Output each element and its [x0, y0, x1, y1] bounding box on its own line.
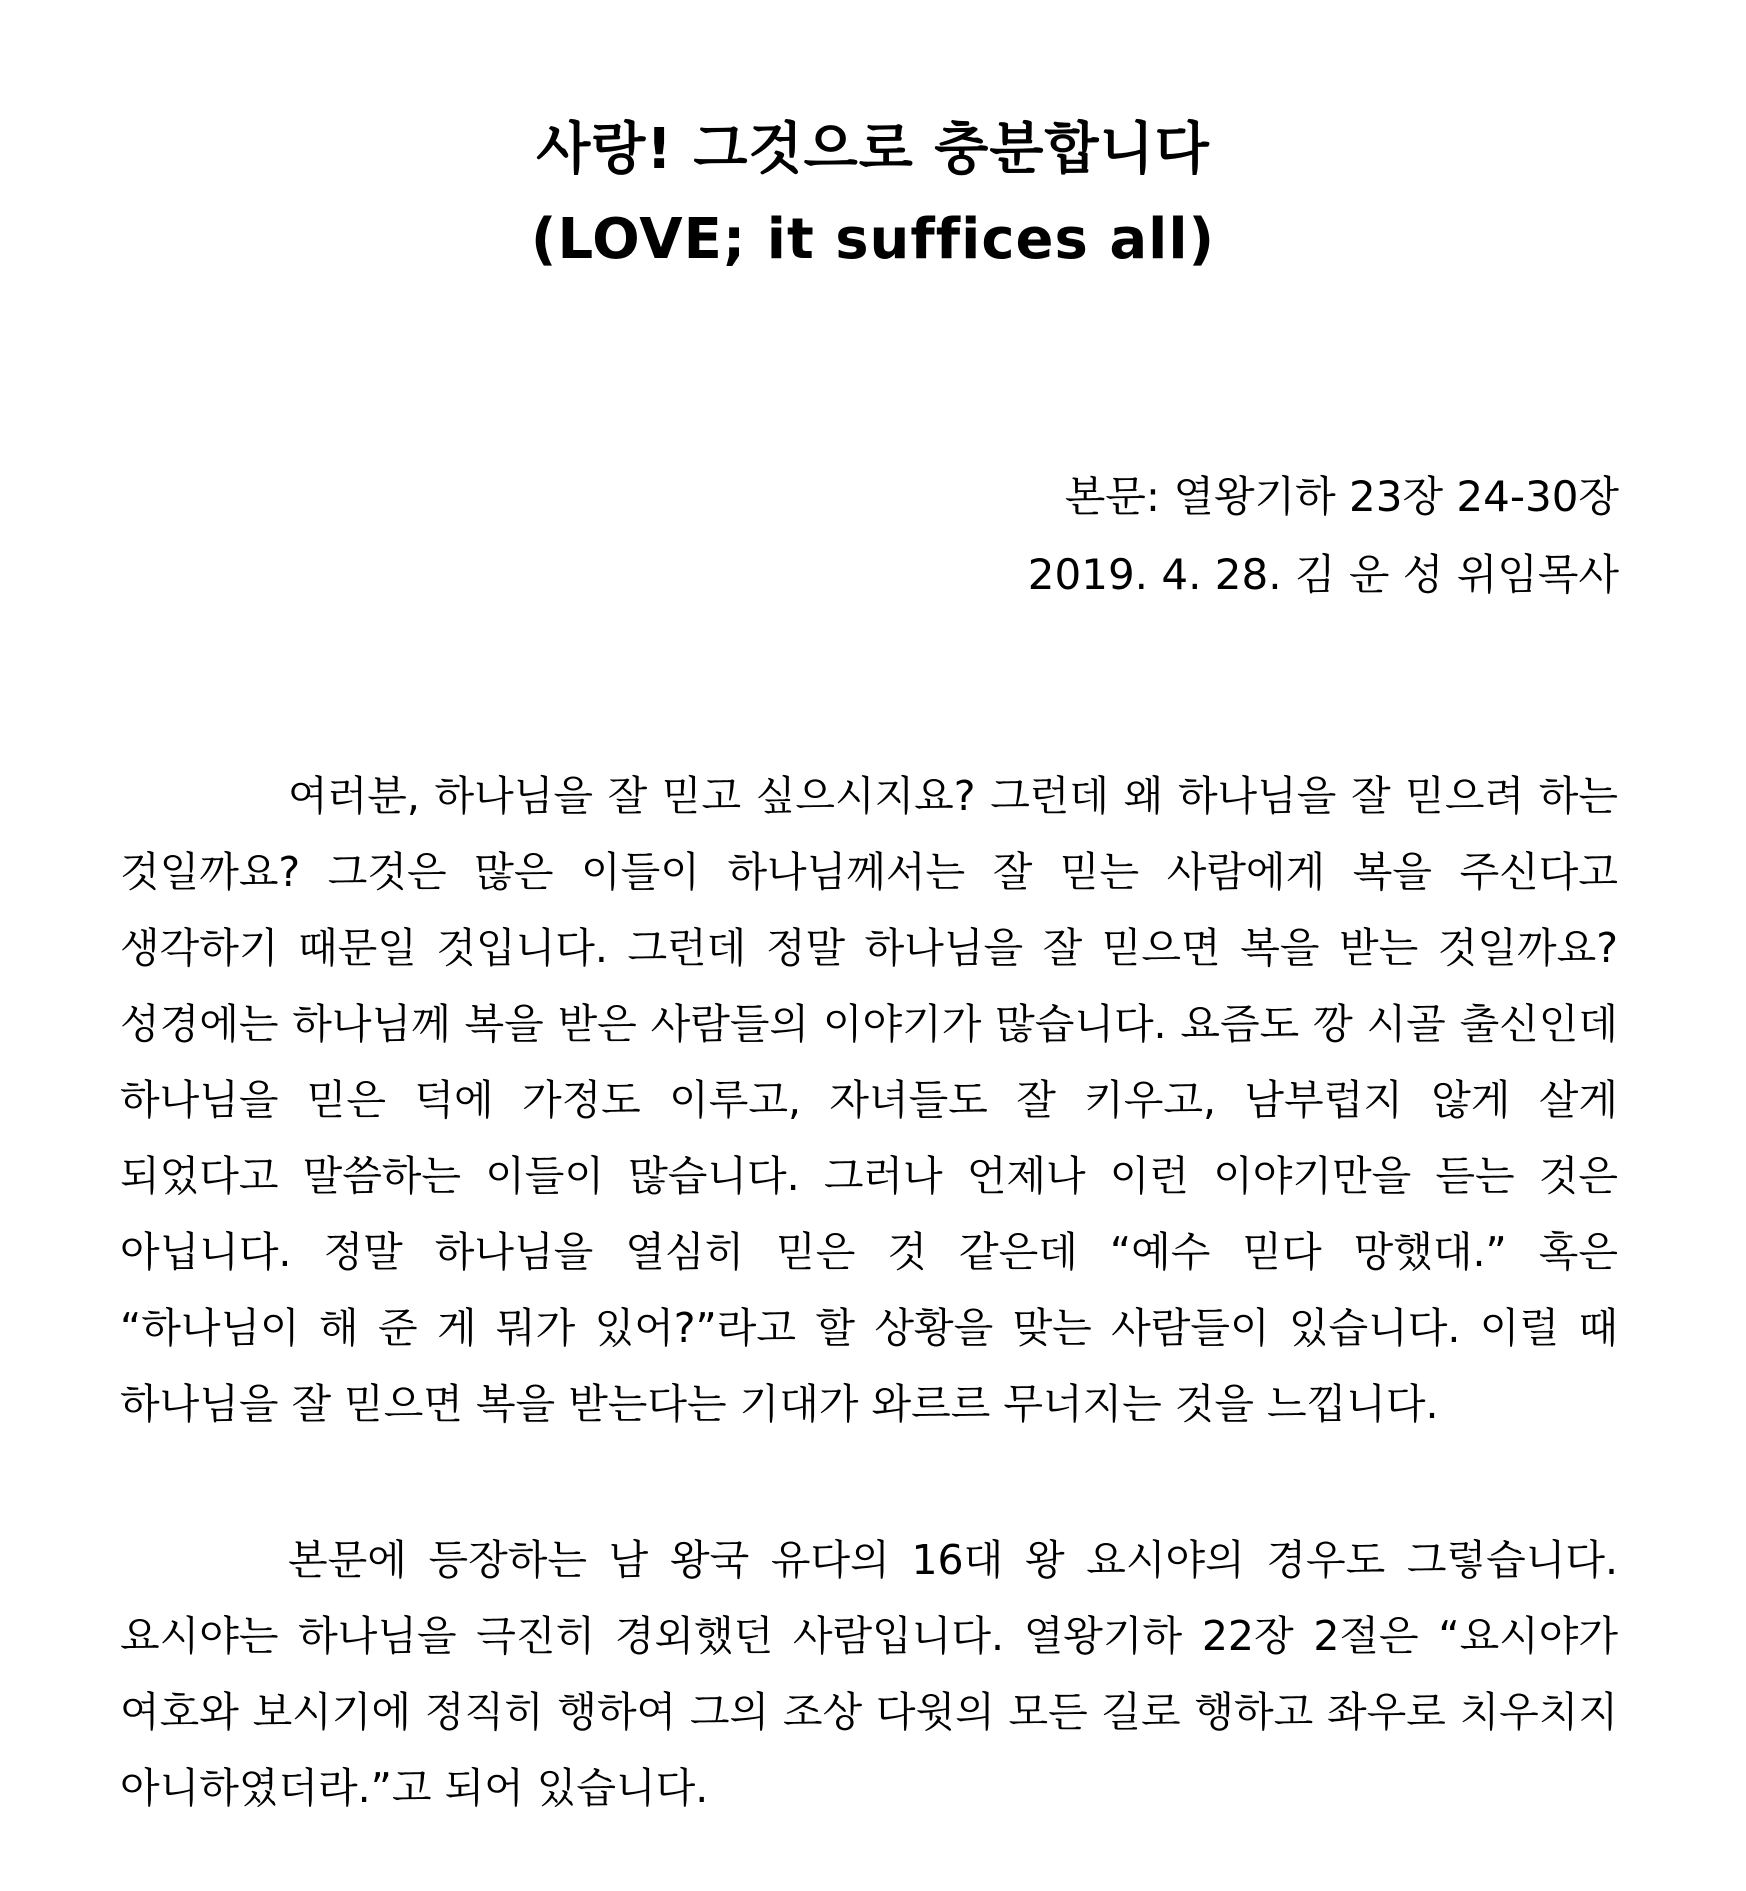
sermon-subtitle: (LOVE; it suffices all) [530, 207, 1216, 272]
sermon-title: 사랑! 그것으로 충분합니다 [536, 117, 1210, 182]
sermon-body [120, 758, 1618, 1826]
title-block [0, 105, 1746, 285]
paragraph: 본문에 등장하는 남 왕국 유다의 16대 왕 요시야의 경우도 그렇습니다. 요시야는 하나님을 극진히 경외했던 사람입니다. 열왕기하 22장 2절은 “요시야가 여호와 보시기에 정직히 행하여 그의 조상 다윗의 모든 길로 행하고 좌우로 치우치지 아니하였더라.”고 되어 있습니다. [120, 1536, 1618, 1812]
scripture-reference: 본문: 열왕기하 23장 24-30장 [1064, 472, 1619, 521]
paragraph: 여러분, 하나님을 잘 믿고 싶으시지요? 그런데 왜 하나님을 잘 믿으려 하는 것일까요? 그것은 많은 이들이 하나님께서는 잘 믿는 사람에게 복을 주신다고 생각하기 때문일 것입니다. 그런데 정말 하나님을 잘 믿으면 복을 받는 것일까요? 성경에는 하나님께 복을 받은 사람들의 이야기가 많습니다. 요즘도 깡 시골 출신인데 하나님을 믿은 덕에 가정도 이루고, 자녀들도 잘 키우고, 남부럽지 않게 살게 되었다고 말씀하는 이들이 많습니다. 그러나 언제나 이런 이야기만을 듣는 것은 아닙니다. 정말 하나님을 열심히 믿은 것 같은데 “예수 믿다 망했대.” 혹은 “하나님이 해 준 게 뭐가 있어?”라고 할 상황을 맞는 사람들이 있습니다. 이럴 때 하나님을 잘 믿으면 복을 받는다는 기대가 와르르 무너지는 것을 느낍니다. [120, 772, 1618, 1428]
sermon-meta [1028, 458, 1619, 614]
date-author: 2019. 4. 28. 김 운 성 위임목사 [1027, 550, 1619, 599]
